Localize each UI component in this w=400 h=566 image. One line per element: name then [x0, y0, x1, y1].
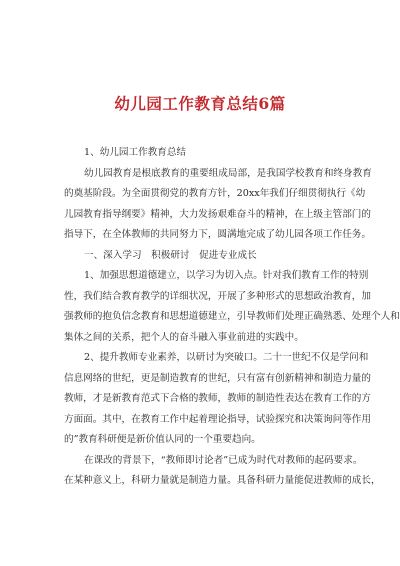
paragraph-line: 的”教育科研便是新价值认同的一个重要趋向。 [64, 434, 261, 445]
section-heading: 一、深入学习 积极研讨 促进专业成长 [84, 249, 257, 261]
paragraph-line: 儿园教育指导纲要》精神，大力发扬艰难奋斗的精神，在上级主管部门的 [64, 208, 371, 220]
document-title: 幼儿园工作教育总结6篇 [114, 94, 286, 113]
paragraph-line: 指导下，在全体教师的共同努力下，圆满地完成了幼儿园各项工作任务。 [64, 229, 371, 240]
paragraph-line: 集体之间的关系，把个人的奋斗融入事业前进的实践中。 [64, 331, 304, 343]
paragraph-line: 教师，才是新教育范式下合格的教师，教师的制造性表达在教育工作的方 [64, 393, 371, 404]
document-body [64, 143, 400, 492]
paragraph-line: 幼儿园教育是根底教育的重要组成局部，是我国学校教育和终身教育 [84, 167, 372, 179]
paragraph-line: 2、提升教师专业素养，以研讨为突破口。二十一世纪不仅是学问和 [84, 352, 369, 363]
paragraph-line: 信息网络的世纪，更是制造教育的世纪，只有富有创新精神和制造力量的 [64, 372, 371, 384]
paragraph-line: 强教师的抱负信念教育和思想道德建立，引导教师们处理正确熟悉、处理个人和 [64, 311, 400, 322]
section-heading: 1、幼儿园工作教育总结 [84, 147, 187, 158]
paragraph-line: 在某种意义上，科研力量就是制造力量。具备科研力量能促进教师的成长， [64, 475, 381, 486]
paragraph-line: 方面面。其中，在教育工作中起着理论指导，试验探究和决策询问等作用 [64, 413, 371, 425]
paragraph-line: 性，我们结合教育教学的详细状况，开展了多种形式的思想政治教育，加 [64, 290, 371, 302]
paragraph-line: 1、加强思想道德建立，以学习为切入点。针对我们教育工作的特别 [84, 270, 369, 281]
paragraph-line: 的奠基阶段。为全面贯彻党的教育方针，20xx年我们仔细贯彻执行《幼 [64, 188, 366, 199]
paragraph-line: 在课改的背景下，“教师即讨论者”已成为时代对教师的起码要求。 [84, 454, 363, 466]
